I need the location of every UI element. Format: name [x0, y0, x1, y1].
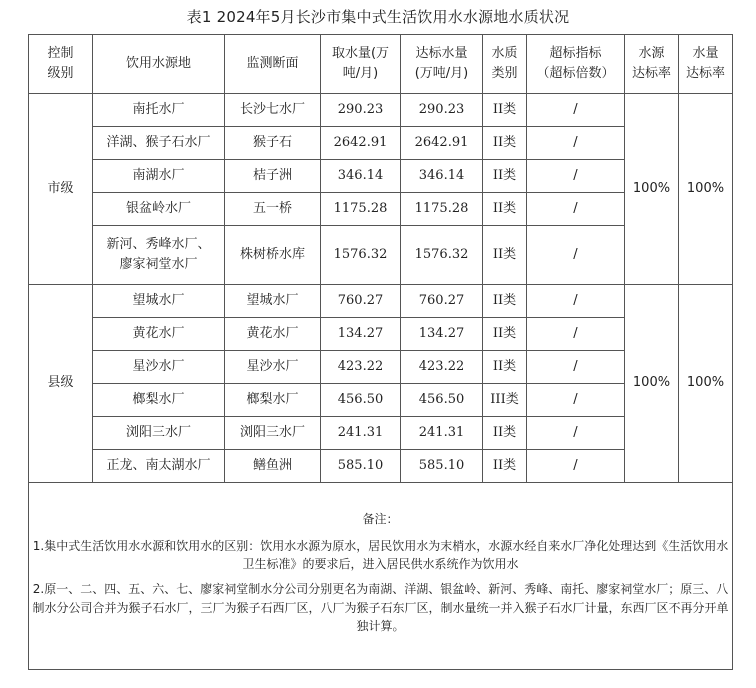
section-cell: 黄花水厂: [225, 318, 321, 351]
section-cell: 星沙水厂: [225, 351, 321, 384]
compliant-cell: 2642.91: [401, 127, 483, 160]
source-cell: 南湖水厂: [93, 160, 225, 193]
intake-cell: 346.14: [321, 160, 401, 193]
header-control-level: 控制 级别: [29, 35, 93, 94]
exceed-cell: /: [527, 318, 625, 351]
section-cell: 株树桥水库: [225, 226, 321, 285]
compliant-cell: 423.22: [401, 351, 483, 384]
class-cell: II类: [483, 160, 527, 193]
exceed-cell: /: [527, 285, 625, 318]
section-cell: 桔子洲: [225, 160, 321, 193]
class-cell: II类: [483, 417, 527, 450]
class-cell: II类: [483, 94, 527, 127]
intake-cell: 2642.91: [321, 127, 401, 160]
source-rate-cell: 100%: [625, 285, 679, 483]
intake-cell: 585.10: [321, 450, 401, 483]
header-compliant: 达标水量 (万吨/月): [401, 35, 483, 94]
notes-cell: [29, 483, 733, 670]
level-cell: 县级: [29, 285, 93, 483]
level-cell: 市级: [29, 94, 93, 285]
section-cell: 鳝鱼洲: [225, 450, 321, 483]
table-row: [29, 285, 733, 318]
section-cell: 榔梨水厂: [225, 384, 321, 417]
section-cell: 望城水厂: [225, 285, 321, 318]
source-cell: 浏阳三水厂: [93, 417, 225, 450]
header-class: 水质 类别: [483, 35, 527, 94]
header-source: 饮用水源地: [93, 35, 225, 94]
section-cell: 五一桥: [225, 193, 321, 226]
intake-cell: 456.50: [321, 384, 401, 417]
note-2: 2.原一、二、四、五、六、七、廖家祠堂制水分公司分别更名为南湖、洋湖、银盆岭、新河、秀峰、南托、廖家祠堂水厂；原三、八制水分公司合并为猴子石水厂，三厂为猴子石西厂区，八厂为猴子石东厂区，制水量统一并入猴子石水厂计量，东西厂区不再分开单独计算。: [32, 582, 729, 634]
source-cell: 榔梨水厂: [93, 384, 225, 417]
exceed-cell: /: [527, 351, 625, 384]
compliant-cell: 346.14: [401, 160, 483, 193]
table-row: [29, 94, 733, 127]
section-cell: 长沙七水厂: [225, 94, 321, 127]
exceed-cell: /: [527, 384, 625, 417]
volume-rate-cell: 100%: [679, 94, 733, 285]
exceed-cell: /: [527, 193, 625, 226]
compliant-cell: 241.31: [401, 417, 483, 450]
section-cell: 浏阳三水厂: [225, 417, 321, 450]
table-title: 表1 2024年5月长沙市集中式生活饮用水水源地水质状况: [186, 8, 570, 26]
source-cell: 星沙水厂: [93, 351, 225, 384]
compliant-cell: 134.27: [401, 318, 483, 351]
class-cell: II类: [483, 193, 527, 226]
source-cell: 银盆岭水厂: [93, 193, 225, 226]
intake-cell: 134.27: [321, 318, 401, 351]
volume-rate-cell: 100%: [679, 285, 733, 483]
header-exceed: 超标指标 （超标倍数）: [527, 35, 625, 94]
intake-cell: 760.27: [321, 285, 401, 318]
section-cell: 猴子石: [225, 127, 321, 160]
compliant-cell: 1175.28: [401, 193, 483, 226]
intake-cell: 423.22: [321, 351, 401, 384]
notes-heading: 备注：: [362, 512, 399, 527]
compliant-cell: 1576.32: [401, 226, 483, 285]
intake-cell: 290.23: [321, 94, 401, 127]
class-cell: II类: [483, 226, 527, 285]
exceed-cell: /: [527, 160, 625, 193]
source-cell: 洋湖、猴子石水厂: [93, 127, 225, 160]
header-section: 监测断面: [225, 35, 321, 94]
source-cell: 黄花水厂: [93, 318, 225, 351]
exceed-cell: /: [527, 450, 625, 483]
intake-cell: 1175.28: [321, 193, 401, 226]
intake-cell: 241.31: [321, 417, 401, 450]
source-cell: 南托水厂: [93, 94, 225, 127]
exceed-cell: /: [527, 226, 625, 285]
compliant-cell: 760.27: [401, 285, 483, 318]
header-intake: 取水量(万 吨/月): [321, 35, 401, 94]
class-cell: II类: [483, 285, 527, 318]
class-cell: II类: [483, 351, 527, 384]
exceed-cell: /: [527, 417, 625, 450]
header-volume-rate: 水量 达标率: [679, 35, 733, 94]
class-cell: II类: [483, 318, 527, 351]
note-1: 1.集中式生活饮用水水源和饮用水的区别：饮用水水源为原水，居民饮用水为末梢水，水源水经自来水厂净化处理达到《生活饮用水卫生标准》的要求后，进入居民供水系统作为饮用水: [32, 538, 729, 572]
source-cell: 正龙、南太湖水厂: [93, 450, 225, 483]
class-cell: III类: [483, 384, 527, 417]
source-rate-cell: 100%: [625, 94, 679, 285]
exceed-cell: /: [527, 127, 625, 160]
class-cell: II类: [483, 127, 527, 160]
notes-row: [29, 483, 733, 670]
compliant-cell: 290.23: [401, 94, 483, 127]
class-cell: II类: [483, 450, 527, 483]
header-row: [29, 35, 733, 94]
source-cell: 新河、秀峰水厂、 廖家祠堂水厂: [93, 226, 225, 285]
header-source-rate: 水源 达标率: [625, 35, 679, 94]
intake-cell: 1576.32: [321, 226, 401, 285]
source-cell: 望城水厂: [93, 285, 225, 318]
compliant-cell: 456.50: [401, 384, 483, 417]
water-quality-table: [28, 34, 733, 670]
compliant-cell: 585.10: [401, 450, 483, 483]
exceed-cell: /: [527, 94, 625, 127]
